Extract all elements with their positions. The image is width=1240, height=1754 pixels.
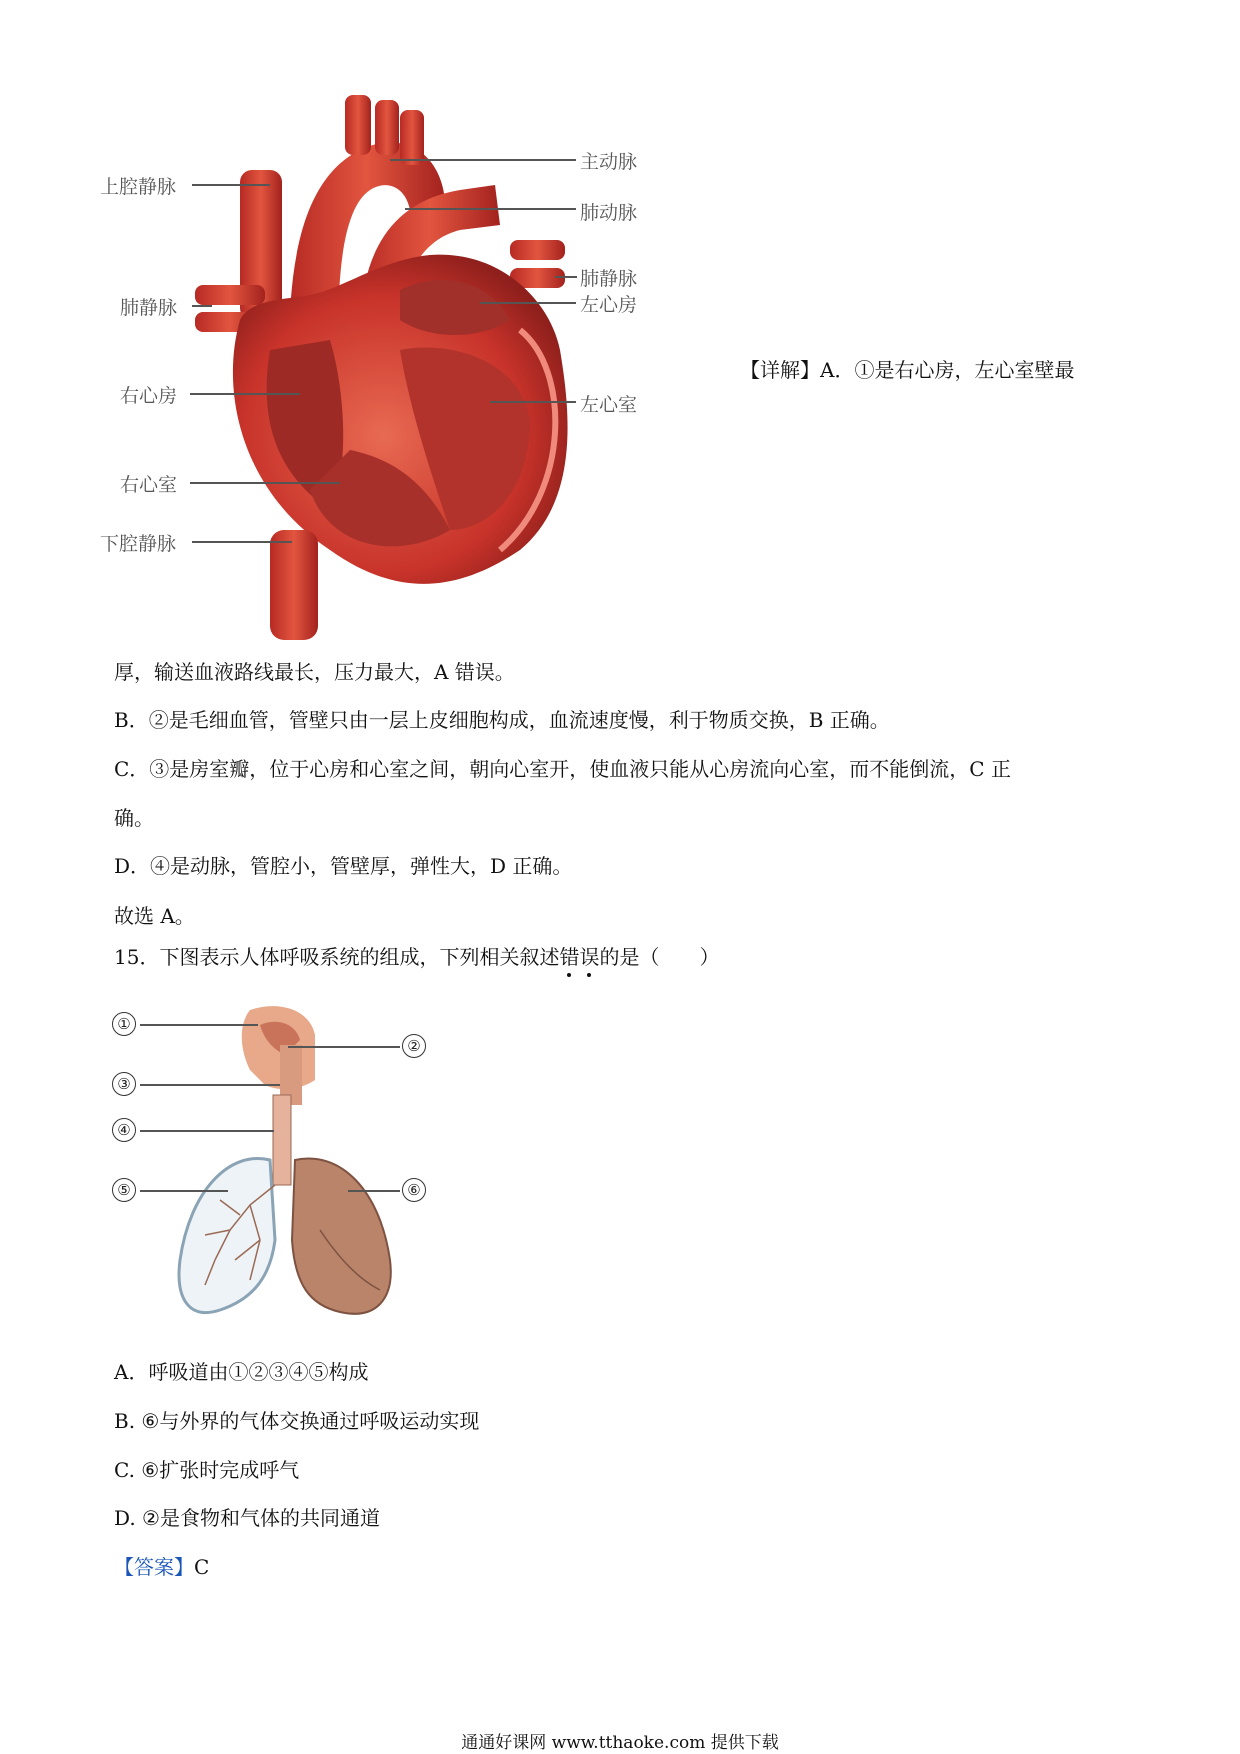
leader-line <box>348 1190 400 1192</box>
question-stem-text: 15．下图表示人体呼吸系统的组成，下列相关叙述 <box>114 945 560 969</box>
leader-line <box>490 401 576 403</box>
label-right-ventricle: 右心室 <box>120 474 178 496</box>
explanation-a-cont: 厚，输送血液路线最长，压力最大，A 错误。 <box>114 660 515 684</box>
leader-line <box>405 208 576 210</box>
explanation-conclusion: 故选 A。 <box>114 904 195 928</box>
explanation-a-text: A．①是右心房，左心室壁最 <box>820 358 1075 382</box>
leader-line <box>140 1130 274 1132</box>
leader-line <box>140 1024 258 1026</box>
label-pulmonary-vein-right: 肺静脉 <box>580 268 638 290</box>
leader-line <box>140 1190 228 1192</box>
label-right-atrium: 右心房 <box>120 385 178 407</box>
marker-2: ② <box>402 1034 426 1058</box>
answer-line <box>114 1555 209 1579</box>
option-c: C. ⑥扩张时完成呼气 <box>114 1458 300 1482</box>
marker-5: ⑤ <box>112 1178 136 1202</box>
leader-line <box>140 1084 280 1086</box>
option-d: D. ②是食物和气体的共同通道 <box>114 1506 380 1530</box>
label-pulmonary-vein-left: 肺静脉 <box>120 297 178 319</box>
leader-line <box>192 541 292 543</box>
leader-line <box>190 393 300 395</box>
label-superior-vena-cava: 上腔静脉 <box>100 176 177 198</box>
heart-figure <box>100 90 720 650</box>
leader-line <box>190 482 340 484</box>
question-stem-tail: 的是（ ） <box>599 945 720 969</box>
option-b: B. ⑥与外界的气体交换通过呼吸运动实现 <box>114 1409 480 1433</box>
marker-4: ④ <box>112 1118 136 1142</box>
marker-1: ① <box>112 1012 136 1036</box>
leader-line <box>390 159 576 161</box>
answer-value: C <box>194 1555 210 1579</box>
leader-line <box>555 276 577 278</box>
explanation-tag: 【详解】 <box>740 358 820 382</box>
question-stem <box>114 945 719 969</box>
label-inferior-vena-cava: 下腔静脉 <box>100 533 177 555</box>
emphasis-char: 误 <box>579 945 600 969</box>
leader-line <box>192 184 270 186</box>
respiratory-figure <box>110 1000 440 1330</box>
label-aorta: 主动脉 <box>580 151 638 173</box>
explanation-c-line1: C．③是房室瓣，位于心房和心室之间，朝向心室开，使血液只能从心房流向心室，而不能倒流，C 正 <box>114 757 1011 781</box>
answer-tag: 【答案】 <box>114 1555 194 1579</box>
explanation-d: D．④是动脉，管腔小，管壁厚，弹性大，D 正确。 <box>114 854 573 878</box>
label-pulmonary-artery: 肺动脉 <box>580 202 638 224</box>
explanation-b: B．②是毛细血管，管壁只由一层上皮细胞构成，血流速度慢，利于物质交换，B 正确。 <box>114 708 890 732</box>
marker-6: ⑥ <box>402 1178 426 1202</box>
explanation-c-line2: 确。 <box>114 806 154 830</box>
label-left-atrium: 左心房 <box>580 294 638 316</box>
leader-line <box>288 1046 400 1048</box>
explanation-a-start <box>740 358 1074 382</box>
respiratory-illustration <box>110 1000 440 1330</box>
emphasis-char: 错 <box>559 945 580 969</box>
leader-line <box>192 305 212 307</box>
marker-3: ③ <box>112 1072 136 1096</box>
heart-illustration <box>100 90 720 650</box>
option-a: A．呼吸道由①②③④⑤构成 <box>114 1360 369 1384</box>
leader-line <box>480 302 576 304</box>
label-left-ventricle: 左心室 <box>580 394 638 416</box>
page-footer: 通通好课网 www.tthaoke.com 提供下载 <box>461 1733 779 1753</box>
